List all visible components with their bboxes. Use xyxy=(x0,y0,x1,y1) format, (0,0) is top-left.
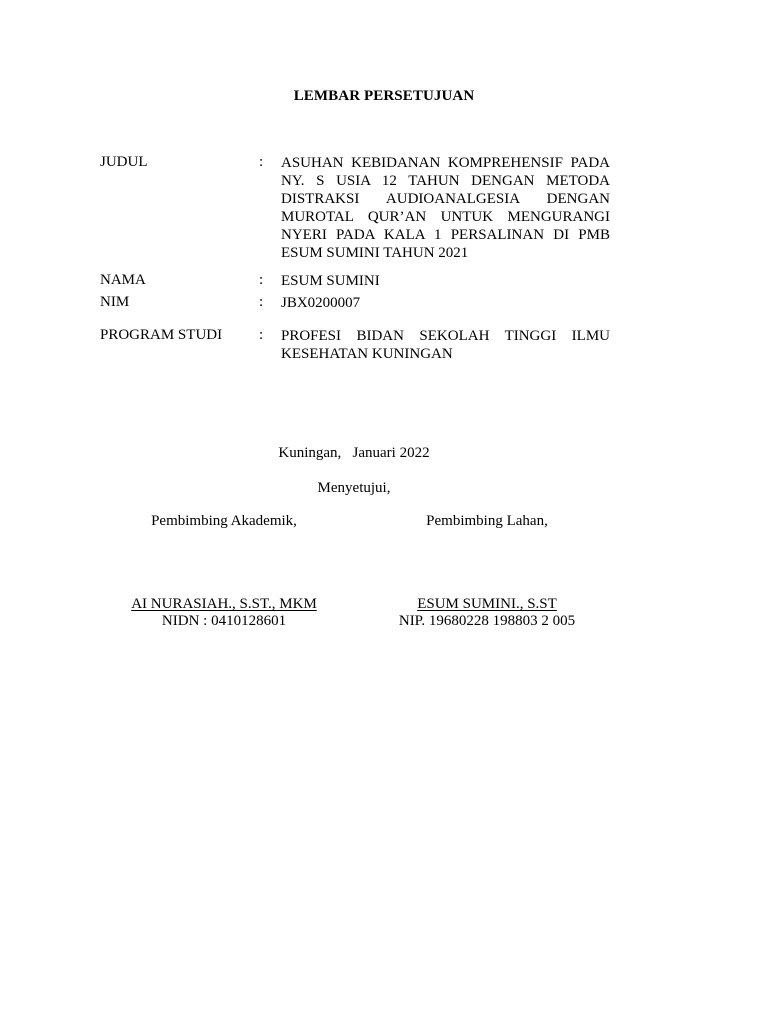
place-date: Kuningan, Januari 2022 xyxy=(278,445,430,461)
field-value-nama xyxy=(281,272,610,290)
signatory-id-academic: NIDN : 0410128601 xyxy=(161,613,287,629)
program-studi-line: PROFESI BIDAN SEKOLAH TINGGI ILMU xyxy=(281,328,610,344)
judul-line: NY. S USIA 12 TAHUN DENGAN METODA xyxy=(281,173,610,189)
field-label-nim: NIM xyxy=(100,294,130,310)
field-separator: : xyxy=(259,294,264,310)
field-value-nim xyxy=(281,294,610,312)
field-separator: : xyxy=(259,154,264,170)
field-label-judul: JUDUL xyxy=(100,154,148,170)
program-studi-line: KESEHATAN KUNINGAN xyxy=(281,346,453,362)
judul-line: ESUM SUMINI TAHUN 2021 xyxy=(281,245,469,261)
field-label-program-studi: PROGRAM STUDI xyxy=(100,327,223,343)
signatory-name-field: ESUM SUMINI., S.ST xyxy=(417,596,557,612)
field-separator: : xyxy=(259,327,264,343)
approval-heading: Menyetujui, xyxy=(317,480,391,496)
signatory-id-field: NIP. 19680228 198803 2 005 xyxy=(398,613,576,629)
judul-line: DISTRAKSI AUDIOANALGESIA DENGAN xyxy=(281,191,610,207)
signatory-name-academic: AI NURASIAH., S.ST., MKM xyxy=(131,596,317,612)
judul-line: ASUHAN KEBIDANAN KOMPREHENSIF PADA xyxy=(281,155,610,171)
field-value-judul xyxy=(281,154,610,262)
field-label-nama: NAMA xyxy=(100,272,146,288)
signatory-role-academic: Pembimbing Akademik, xyxy=(151,513,297,529)
field-value-program-studi xyxy=(281,327,610,363)
judul-line: NYERI PADA KALA 1 PERSALINAN DI PMB xyxy=(281,227,610,243)
judul-line: MUROTAL QUR’AN UNTUK MENGURANGI xyxy=(281,209,610,225)
page-title: LEMBAR PERSETUJUAN xyxy=(293,88,475,104)
field-separator: : xyxy=(259,272,264,288)
nama-value: ESUM SUMINI xyxy=(281,273,380,289)
nim-value: JBX0200007 xyxy=(281,295,361,311)
signatory-role-field: Pembimbing Lahan, xyxy=(426,513,548,529)
